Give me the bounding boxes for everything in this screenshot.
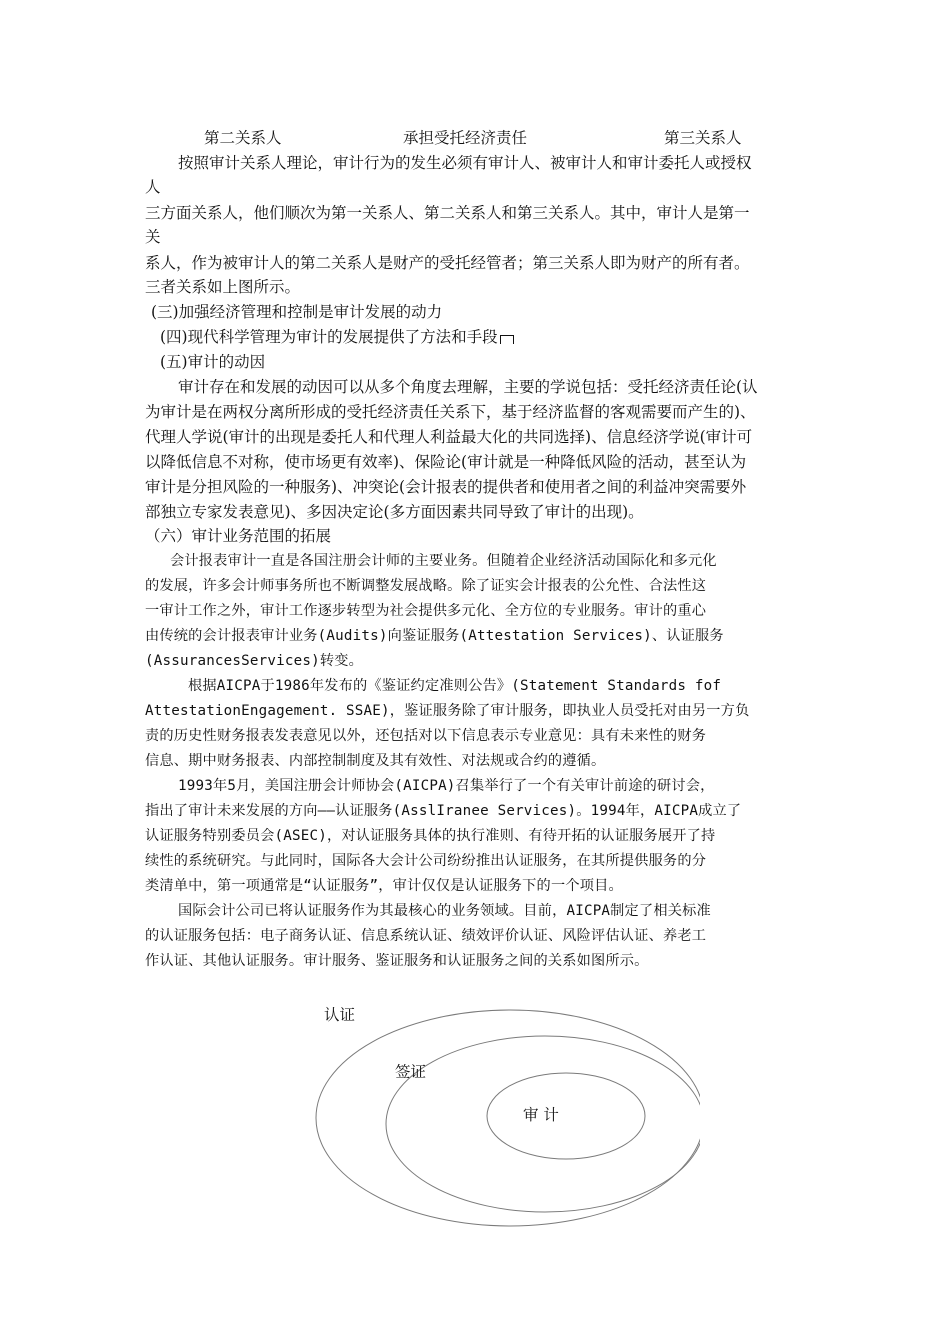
audit-ellipse	[487, 1073, 645, 1159]
assurance-label: 认证	[324, 1006, 356, 1024]
p2-line: 部独立专家发表意见)、多因决定论(多方面因素共同导致了审计的出现)。	[145, 503, 644, 521]
p1-line: 按照审计关系人理论，审计行为的发生必须有审计人、被审计人和审计委托人或授权	[178, 154, 752, 172]
p1-line: 系人，作为被审计人的第二关系人是财产的受托经管者；第三关系人即为财产的所有者。	[145, 254, 750, 272]
p1-line: 关	[145, 228, 161, 246]
p3-line: 的发展，许多会计师事务所也不断调整发展战略。除了证实会计报表的公允性、合法性这	[145, 578, 707, 594]
heading-4: (四)现代科学管理为审计的发展提供了方法和手段	[160, 325, 514, 349]
p1-line: 三方面关系人，他们顺次为第一关系人、第二关系人和第三关系人。其中，审计人是第一	[145, 204, 750, 222]
p5-line: 指出了审计未来发展的方向——认证服务(AsslIranee Services)。1994年，AICPA成立了	[145, 803, 742, 819]
p6-line: 的认证服务包括：电子商务认证、信息系统认证、绩效评价认证、风险评估认证、养老工	[145, 928, 707, 944]
audit-label: 审 计	[523, 1106, 559, 1124]
p5-line: 1993年5月，美国注册会计师协会(AICPA)召集举行了一个有关审计前途的研讨会，	[178, 778, 715, 794]
p2-line: 审计是分担风险的一种服务)、冲突论(会计报表的提供者和使用者之间的利益冲突需要外	[145, 478, 747, 496]
p3-line: 会计报表审计一直是各国注册会计师的主要业务。但随着企业经济活动国际化和多元化	[170, 553, 717, 569]
service-relationship-diagram	[300, 990, 700, 1250]
p5-line: 续性的系统研究。与此同时，国际各大会计公司纷纷推出认证服务，在其所提供服务的分	[145, 853, 707, 869]
attestation-label: 签证	[395, 1063, 427, 1081]
p3-line: (AssurancesServices)转变。	[145, 653, 363, 669]
p5-line: 类清单中，第一项通常是“认证服务”，审计仅仅是认证服务下的一个项目。	[145, 878, 623, 894]
p2-line: 代理人学说(审计的出现是委托人和代理人利益最大化的共同选择)、信息经济学说(审计可	[145, 428, 753, 446]
p6-line: 国际会计公司已将认证服务作为其最核心的业务领域。目前，AICPA制定了相关标准	[178, 903, 711, 919]
p2-line: 审计存在和发展的动因可以从多个角度去理解，主要的学说包括：受托经济责任论(认	[178, 378, 758, 396]
header-responsibility: 承担受托经济责任	[403, 129, 528, 147]
header-second-party: 第二关系人	[204, 129, 282, 147]
p4-line: AttestationEngagement. SSAE)，鉴证服务除了审计服务，即执业人员受托对由另一方负	[145, 703, 750, 719]
paragraph-mark-icon	[500, 335, 514, 344]
header-third-party: 第三关系人	[664, 129, 742, 147]
heading-5: (五)审计的动因	[160, 353, 266, 371]
p4-line: 根据AICPA于1986年发布的《鉴证约定准则公告》(Statement Standards fof	[188, 678, 722, 694]
p2-line: 以降低信息不对称，使市场更有效率)、保险论(审计就是一种降低风险的活动，甚至认为	[145, 453, 747, 471]
p2-line: 为审计是在两权分离所形成的受托经济责任关系下，基于经济监督的客观需要而产生的)、	[145, 403, 756, 421]
p1-line: 三者关系如上图所示。	[145, 278, 301, 296]
p6-line: 作认证、其他认证服务。审计服务、鉴证服务和认证服务之间的关系如图所示。	[145, 953, 649, 969]
heading-3: (三)加强经济管理和控制是审计发展的动力	[151, 303, 443, 321]
p4-line: 信息、期中财务报表、内部控制制度及其有效性、对法规或合约的遵循。	[145, 753, 606, 769]
p4-line: 责的历史性财务报表发表意见以外，还包括对以下信息表示专业意见：具有未来性的财务	[145, 728, 707, 744]
p3-line: 由传统的会计报表审计业务(Audits)向鉴证服务(Attestation Services)、认证服务	[145, 628, 724, 644]
p3-line: 一审计工作之外，审计工作逐步转型为社会提供多元化、全方位的专业服务。审计的重心	[145, 603, 707, 619]
heading-6: （六）审计业务范围的拓展	[145, 527, 332, 545]
p5-line: 认证服务特别委员会(ASEC)，对认证服务具体的执行准则、有待开拓的认证服务展开了持	[145, 828, 716, 844]
p1-line: 人	[145, 178, 161, 196]
